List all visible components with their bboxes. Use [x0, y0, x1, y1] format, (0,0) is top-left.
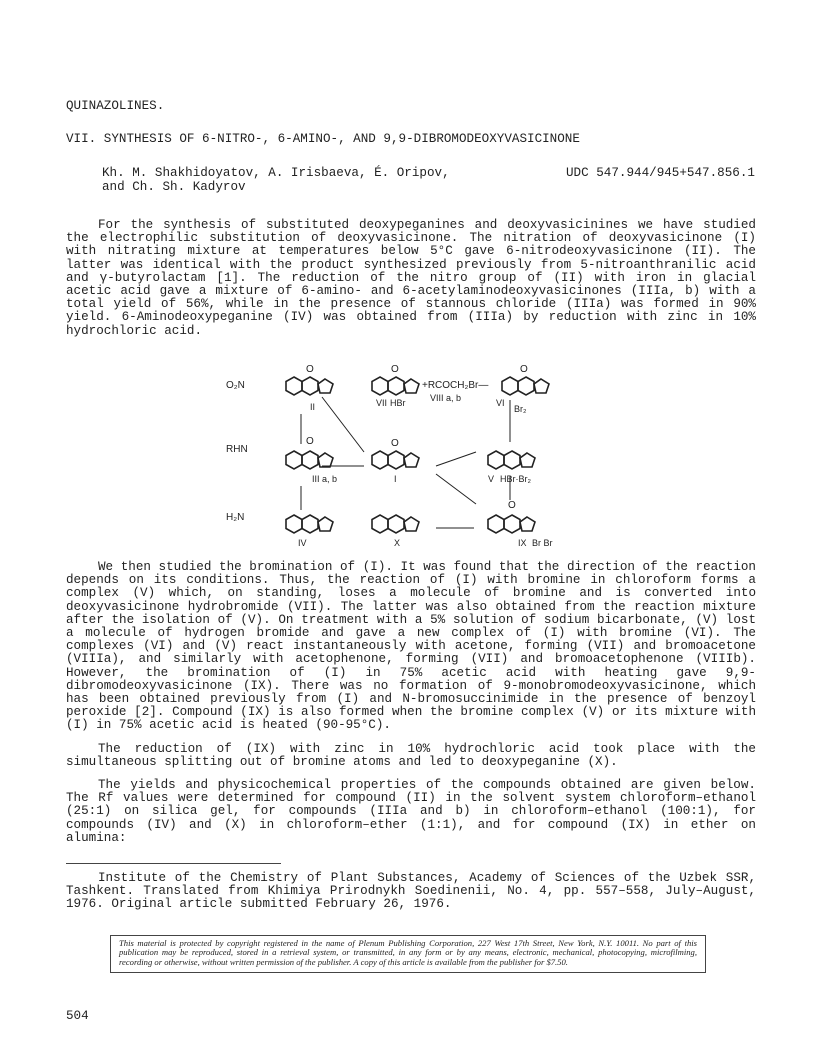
- article-title: VII. SYNTHESIS OF 6-NITRO-, 6-AMINO-, AND 9,9-DIBROMODEOXYVASICINONE: [66, 132, 580, 146]
- label-I: I: [394, 474, 397, 484]
- compound-III-structure: [286, 451, 333, 469]
- hbr-label: HBr: [390, 398, 406, 408]
- label-IIIab: III a, b: [312, 474, 338, 484]
- sub-no2-label: O₂N: [226, 380, 245, 391]
- body-paragraph-block: [66, 561, 756, 845]
- paragraph-1: For the synthesis of substituted deoxypeganines and deoxyvasicinines we have studied the electrophilic substitution of deoxyvasicinone. The nitration of deoxyvasicinone (I) with nitrating mixture at temperatures below 5°C gave 6-nitrodeoxyvasicinone (II). The latter was identical with the product synthesized previously from 5-nitroanthranilic acid and γ-butyrolactam [1]. The reduction of the nitro group of (II) with iron in glacial acetic acid gave a mixture of 6-amino- and 6-acetylaminodeoxyvasicinones (IIIa, b) with a total yield of 56%, while in the presence of stannous chloride (IIIa) was formed in 90% yield. 6-Aminodeoxypeganine (IV) was obtained from (IIIa) by reduction with zinc in 10% hydrochloric acid.: [66, 218, 756, 338]
- affiliation-block: [66, 872, 756, 912]
- compound-IV-structure: [286, 515, 333, 533]
- compound-II-structure: [286, 377, 333, 395]
- compound-I-structure: [372, 451, 419, 469]
- label-X: X: [394, 538, 401, 548]
- oxo-label-iii: O: [306, 436, 314, 447]
- oxo-label-vi: O: [520, 364, 528, 375]
- label-VII: VII: [376, 398, 388, 408]
- compound-IX-structure: [488, 515, 535, 533]
- compound-X-structure: [372, 515, 419, 533]
- authors-line-2: and Ch. Sh. Kadyrov: [102, 180, 246, 194]
- label-II: II: [310, 402, 316, 412]
- authors-line-1: Kh. M. Shakhidoyatov, A. Irisbaeva, É. Oripov,: [102, 166, 450, 180]
- paragraph-3: The reduction of (IX) with zinc in 10% hydrochloric acid took place with the simultaneous splitting out of bromine atoms and led to deoxypeganine (X).: [66, 741, 756, 769]
- reagent-label: +RCOCH₂Br—: [422, 380, 489, 391]
- sub-rhn-label: RHN: [226, 444, 248, 455]
- affiliation-note: Institute of the Chemistry of Plant Substances, Academy of Sciences of the Uzbek SSR, Tashkent. Translated from Khimiya Prirodnykh Soedinenii, No. 4, pp. 557–558, July–August, 1976. Original article submitted February 26, 1976.: [66, 871, 756, 912]
- compound-VII-structure: [372, 377, 419, 395]
- sub-h2n-label: H₂N: [226, 512, 245, 523]
- oxo-label-ix: O: [508, 500, 516, 511]
- label-IX: IX: [518, 538, 527, 548]
- br2-label: Br₂: [514, 404, 527, 414]
- reaction-scheme: [226, 364, 596, 550]
- oxo-label-i: O: [391, 438, 399, 449]
- paragraph-2: We then studied the bromination of (I). It was found that the direction of the reaction depends on its conditions. Thus, the reaction of (I) with bromine in chloroform forms a complex (V) which, on standing, loses a molecule of bromine and is converted into deoxyvasicinone hydrobromide (VII). The latter was also obtained from the reaction mixture after the isolation of (V). On treatment with a 5% solution of sodium bicarbonate, (V) lost a molecule of hydrogen bromide and gave a new complex of (I) with bromine (VI). The complexes (VI) and (V) react instantaneously with acetone, forming (VII) and bromoacetone (VIIIa), and similarly with acetophenone, forming (VII) and bromoacetophenone (VIIIb). However, the bromination of (I) in 75% acetic acid with heating gave 9,9-dibromodeoxyvasicinone (IX). There was no formation of 9-monobromodeoxyvasicinone, which has been obtained previously from (I) and N-bromosuccinimide in the presence of benzoyl peroxide [2]. Compound (IX) is also formed when the bromine complex (V) or its mixture with (I) in 75% acetic acid is heated (90-95°C).: [66, 560, 756, 733]
- compound-V-structure: [488, 451, 535, 469]
- page-number: 504: [66, 1009, 89, 1023]
- copyright-notice: This material is protected by copyright registered in the name of Plenum Publishing Corporation, 227 West 17th Street, New York, N.Y. 10011. No part of this publication may be reproduced, stored in a retrieval system, or transmitted, in any form or by any means, electronic, mechanical, photocopying, microfilming, recording or otherwise, without written permission of the publisher. A copy of this article is available from the publisher for $7.50.: [110, 935, 706, 973]
- brbr-label: Br Br: [532, 538, 553, 548]
- label-IV: IV: [298, 538, 307, 548]
- footnote-divider: [66, 863, 281, 864]
- label-V: V: [488, 474, 495, 484]
- label-VIIIab: VIII a, b: [430, 393, 462, 403]
- oxo-label-vii: O: [391, 364, 399, 375]
- compound-VI-structure: [502, 377, 549, 395]
- udc-code: UDC 547.944/945+547.856.1: [566, 166, 755, 180]
- paragraph-4: The yields and physicochemical properties of the compounds obtained are given below. The Rf values were determined for compound (II) in the solvent system chloroform–ethanol (25:1) on silica gel, for compounds (IIIa and b) in chloroform–ethanol (100:1), for compounds (IV) and (X) in chloroform–ether (1:1), and for compound (IX) in ether on alumina:: [66, 778, 756, 845]
- hbr-br2-label: HBr·Br₂: [500, 474, 531, 484]
- oxo-label: O: [306, 364, 314, 375]
- label-VI: VI: [496, 398, 505, 408]
- intro-paragraph-block: [66, 219, 756, 338]
- series-title: QUINAZOLINES.: [66, 99, 165, 113]
